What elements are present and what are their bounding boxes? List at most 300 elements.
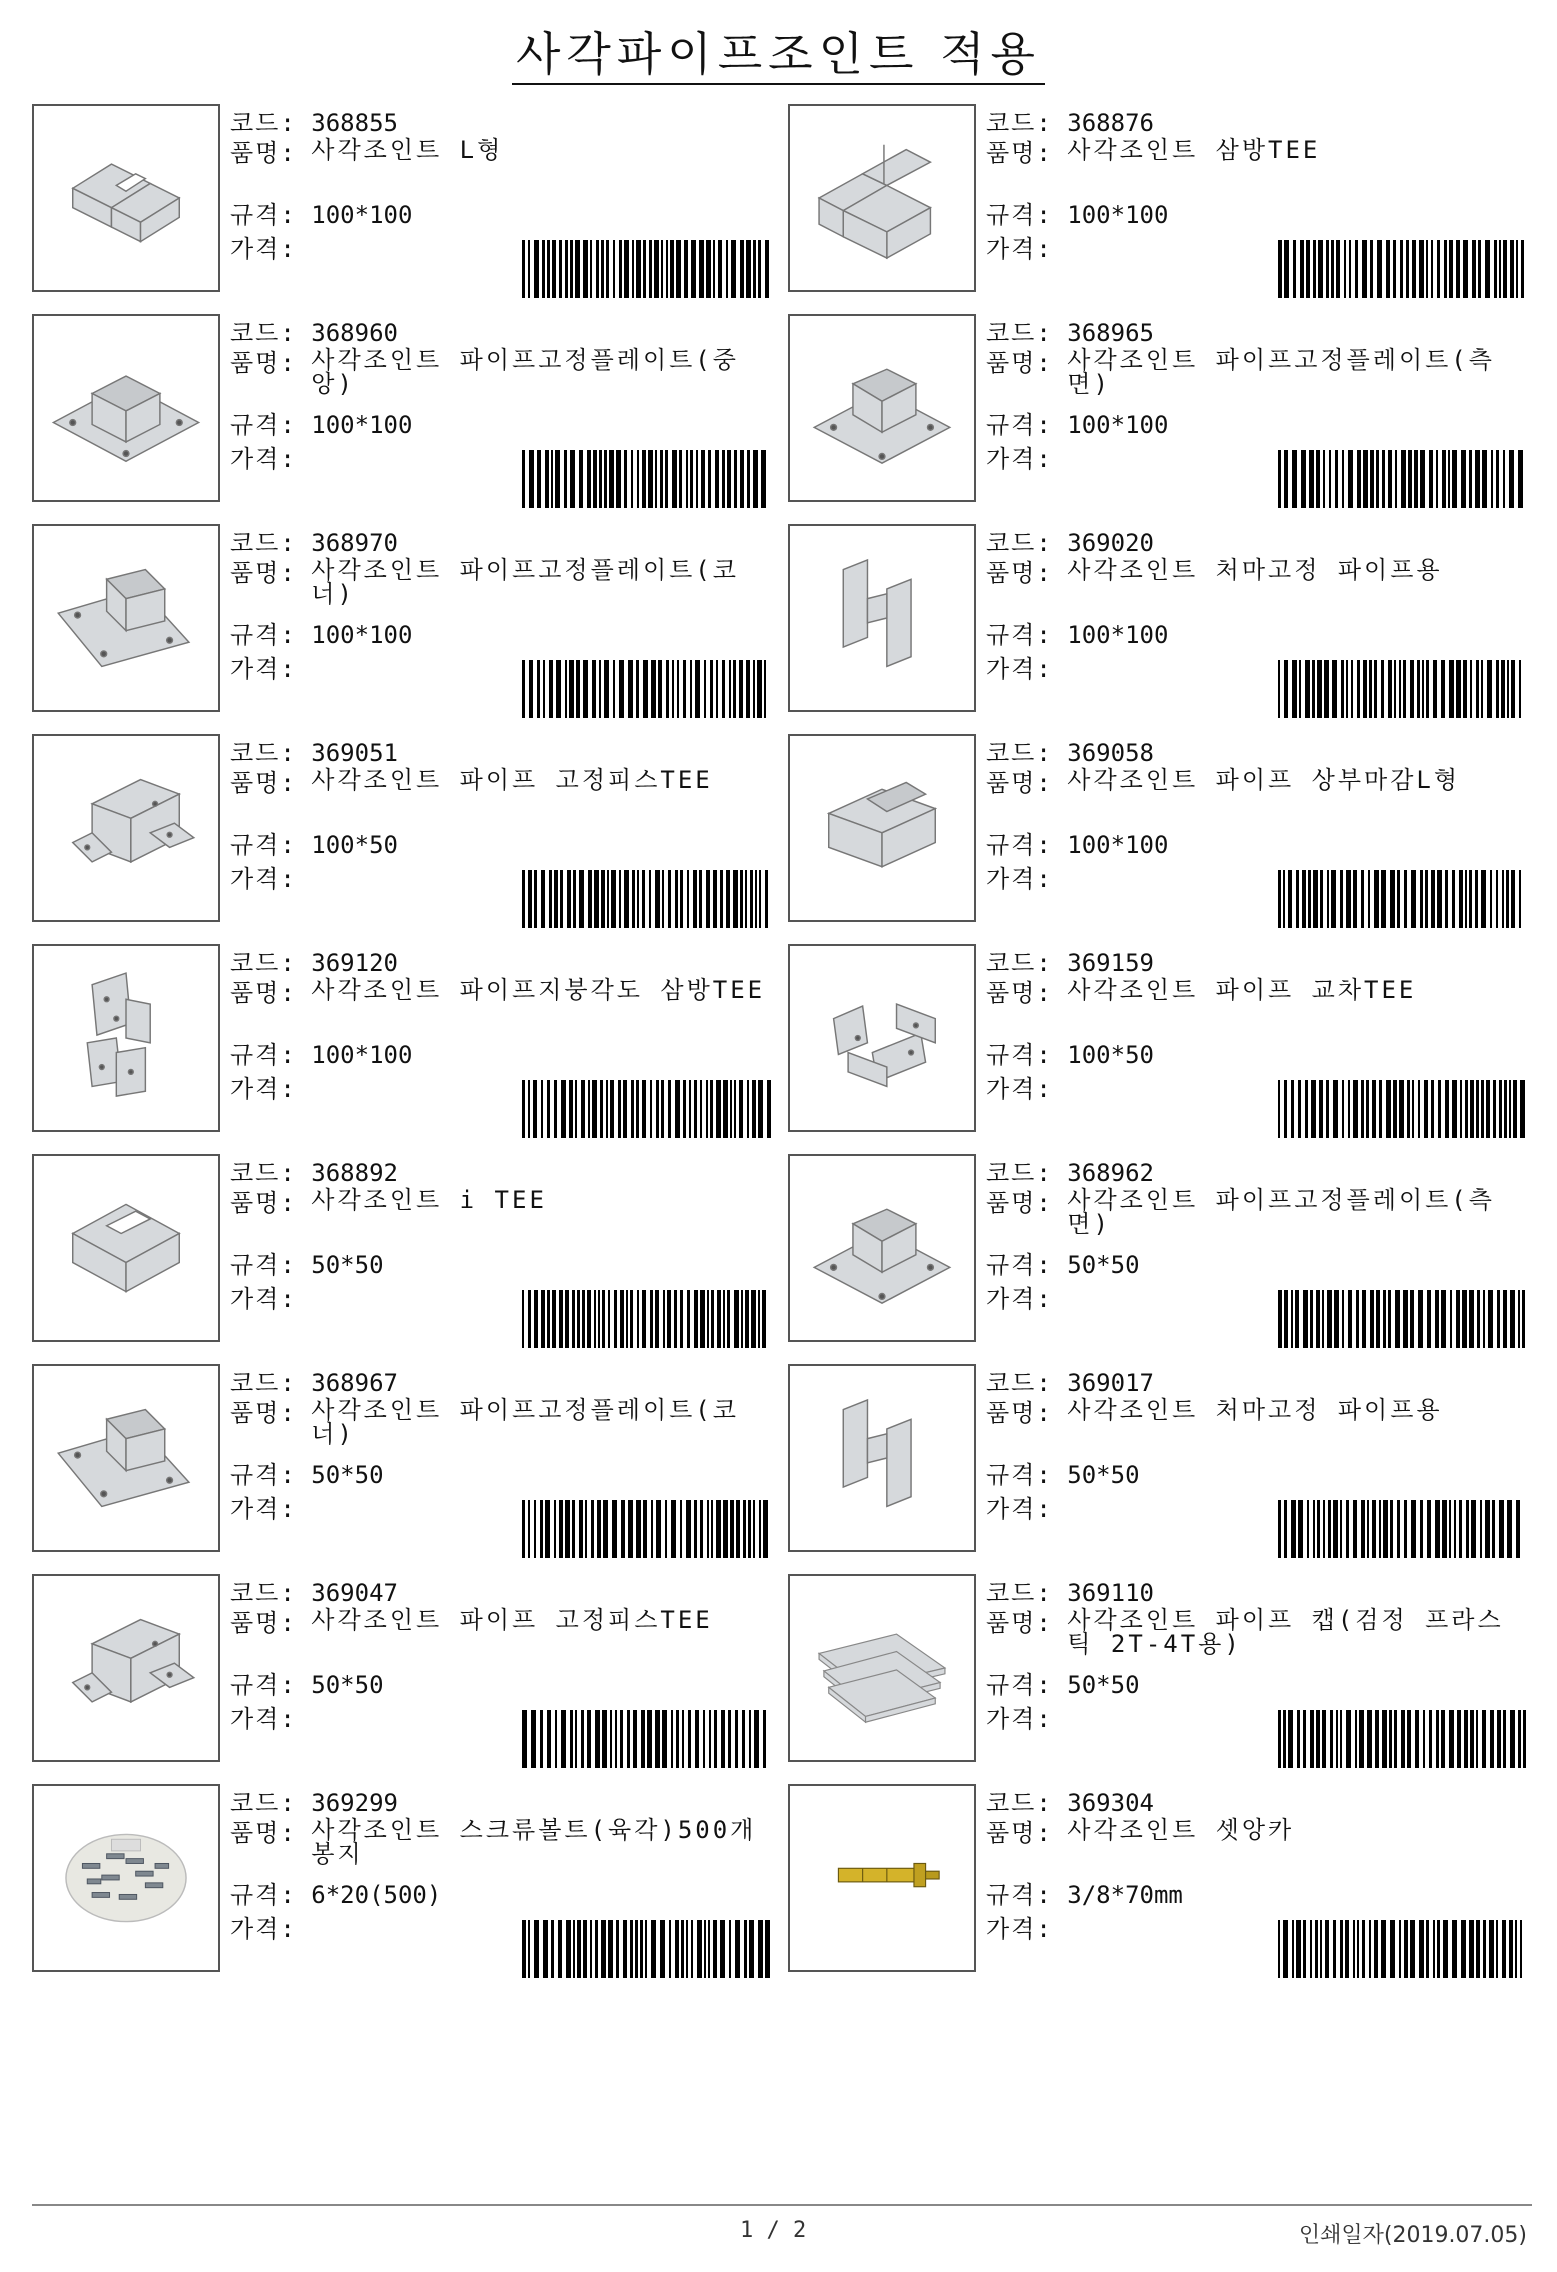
barcode-bar <box>590 1920 592 1978</box>
spec-value: 50*50 <box>311 1671 384 1699</box>
name-label: 품명: <box>986 1609 1053 1637</box>
barcode-bar <box>1361 1080 1364 1138</box>
product-image <box>32 1364 220 1552</box>
barcode-bar <box>630 1290 633 1348</box>
barcode-bar <box>1345 1920 1349 1978</box>
code-row <box>230 1788 398 1818</box>
barcode-bar <box>1503 1710 1506 1768</box>
barcode-bar <box>736 1500 740 1558</box>
name-row <box>230 768 771 798</box>
barcode-bar <box>1401 450 1406 508</box>
barcode-bar <box>749 1920 754 1978</box>
barcode-bar <box>1386 1080 1391 1138</box>
barcode <box>522 660 772 718</box>
spec-value: 100*50 <box>311 831 398 859</box>
barcode-bar <box>1331 870 1336 928</box>
spec-value: 100*100 <box>1067 621 1169 649</box>
barcode-bar <box>763 1710 766 1768</box>
barcode-bar <box>683 660 686 718</box>
price-row <box>230 1704 297 1734</box>
barcode-bar <box>1293 240 1296 298</box>
barcode-bar <box>1349 240 1351 298</box>
barcode-bar <box>1303 1290 1308 1348</box>
barcode-bar <box>1425 870 1428 928</box>
three-way-tee-icon <box>790 106 974 290</box>
barcode-bar <box>528 1500 530 1558</box>
barcode-bar <box>714 1710 717 1768</box>
barcode-bar <box>559 240 562 298</box>
barcode-bar <box>679 450 682 508</box>
barcode-bar <box>592 660 596 718</box>
eave-bracket-icon <box>790 526 974 710</box>
name-value: 사각조인트 처마고정 파이프용 <box>1067 1396 1443 1424</box>
barcode-bar <box>670 240 674 298</box>
barcode-bar <box>1333 1500 1338 1558</box>
barcode-bar <box>1367 1710 1372 1768</box>
barcode-bar <box>1363 660 1367 718</box>
barcode-bar <box>560 870 563 928</box>
barcode-bar <box>1335 450 1338 508</box>
barcode-bar <box>722 660 725 718</box>
barcode-bar <box>637 1290 639 1348</box>
spec-row <box>230 1880 441 1910</box>
price-label: 가격: <box>230 445 297 473</box>
spec-label: 규격: <box>986 1461 1053 1489</box>
barcode-bar <box>730 1500 734 1558</box>
barcode-bar <box>713 870 717 928</box>
barcode-bar <box>1522 1290 1525 1348</box>
barcode-bar <box>743 1500 746 1558</box>
barcode-bar <box>522 240 525 298</box>
price-label: 가격: <box>986 655 1053 683</box>
barcode-bar <box>1374 870 1379 928</box>
barcode-bar <box>1411 1500 1416 1558</box>
barcode-bar <box>1452 1080 1457 1138</box>
barcode-bar <box>1336 240 1340 298</box>
barcode-bar <box>746 240 751 298</box>
barcode-bar <box>1418 1290 1423 1348</box>
barcode-bar <box>649 240 652 298</box>
barcode-bar <box>1506 870 1509 928</box>
barcode-bar <box>1355 1710 1357 1768</box>
base-plate-corner-icon <box>34 526 218 710</box>
barcode-bar <box>699 870 702 928</box>
barcode-bar <box>592 1080 597 1138</box>
barcode-bar <box>1379 1500 1381 1558</box>
barcode-bar <box>1410 1290 1414 1348</box>
barcode-bar <box>1297 1710 1300 1768</box>
barcode-bar <box>1452 450 1457 508</box>
spec-label: 규격: <box>986 1251 1053 1279</box>
barcode-bar <box>604 660 609 718</box>
barcode-bar <box>1278 450 1281 508</box>
barcode-bar <box>636 1500 641 1558</box>
barcode-bar <box>579 870 584 928</box>
barcode-bar <box>528 1920 530 1978</box>
product-item <box>32 1784 782 1974</box>
price-label: 가격: <box>230 655 297 683</box>
barcode-bar <box>577 1920 581 1978</box>
barcode-bar <box>1305 660 1310 718</box>
barcode-bar <box>583 660 588 718</box>
barcode-bar <box>623 1920 627 1978</box>
barcode-bar <box>1393 1080 1397 1138</box>
barcode-bar <box>1414 450 1418 508</box>
barcode-bar <box>1291 1080 1294 1138</box>
barcode-bar <box>616 1920 619 1978</box>
code-value: 368876 <box>1067 109 1154 137</box>
barcode-bar <box>620 1710 623 1768</box>
price-row <box>230 1074 297 1104</box>
barcode-bar <box>529 660 533 718</box>
barcode-bar <box>1459 870 1463 928</box>
code-value: 368855 <box>311 109 398 137</box>
barcode-bar <box>1465 1080 1468 1138</box>
barcode-bar <box>529 450 534 508</box>
barcode-bar <box>610 1710 612 1768</box>
barcode-bar <box>648 450 653 508</box>
barcode-bar <box>684 240 688 298</box>
barcode-bar <box>545 450 549 508</box>
barcode-bar <box>675 1080 680 1138</box>
barcode-bar <box>600 1080 603 1138</box>
barcode-bar <box>1435 1500 1440 1558</box>
barcode-bar <box>1307 1500 1309 1558</box>
barcode-bar <box>1388 1290 1391 1348</box>
barcode-bar <box>1411 870 1416 928</box>
code-label: 코드: <box>230 949 297 977</box>
footer-divider <box>32 2204 1532 2206</box>
price-row <box>986 1284 1053 1314</box>
price-label: 가격: <box>986 1915 1053 1943</box>
barcode-bar <box>755 870 757 928</box>
barcode-bar <box>1300 240 1304 298</box>
product-image <box>788 944 976 1132</box>
barcode-bar <box>635 1920 638 1978</box>
barcode-bar <box>676 240 681 298</box>
barcode-bar <box>715 450 719 508</box>
barcode-bar <box>671 1500 676 1558</box>
barcode-bar <box>628 1500 633 1558</box>
barcode-bar <box>745 1290 749 1348</box>
barcode-bar <box>651 1920 656 1978</box>
spec-value: 100*100 <box>311 201 413 229</box>
barcode-bar <box>680 1500 682 1558</box>
barcode-bar <box>628 660 633 718</box>
barcode-bar <box>1437 1920 1440 1978</box>
product-image <box>32 944 220 1132</box>
barcode-bar <box>735 1710 738 1768</box>
code-value: 368962 <box>1067 1159 1154 1187</box>
name-label: 품명: <box>230 349 297 377</box>
barcode-bar <box>610 1080 614 1138</box>
barcode-bar <box>691 1920 693 1978</box>
barcode-bar <box>1491 450 1493 508</box>
barcode-bar <box>1510 240 1514 298</box>
barcode-bar <box>1310 1920 1312 1978</box>
barcode-bar <box>602 1710 607 1768</box>
barcode-bar <box>1519 870 1521 928</box>
code-row <box>230 108 398 138</box>
barcode-bar <box>643 240 646 298</box>
code-value: 369020 <box>1067 529 1154 557</box>
barcode-bar <box>1317 660 1322 718</box>
barcode-bar <box>754 1710 759 1768</box>
barcode-bar <box>1427 1500 1431 1558</box>
barcode-bar <box>1318 240 1323 298</box>
barcode-bar <box>1417 660 1420 718</box>
code-label: 코드: <box>986 1579 1053 1607</box>
barcode-bar <box>599 450 602 508</box>
code-row <box>986 1368 1154 1398</box>
barcode-bar <box>674 1290 677 1348</box>
barcode-bar <box>1295 1290 1299 1348</box>
barcode-bar <box>1426 240 1428 298</box>
barcode-bar <box>1284 450 1288 508</box>
base-plate-side-icon <box>790 1156 974 1340</box>
barcode-bar <box>689 1080 691 1138</box>
name-row <box>230 1398 771 1446</box>
product-image <box>788 1784 976 1972</box>
barcode-bar <box>595 1710 600 1768</box>
name-value: 사각조인트 파이프고정플레이트(측면) <box>1067 346 1495 398</box>
barcode <box>522 1500 772 1558</box>
barcode-bar <box>573 1920 575 1978</box>
barcode-bar <box>552 1290 556 1348</box>
barcode-bar <box>1388 660 1392 718</box>
barcode-bar <box>693 870 697 928</box>
barcode <box>1278 450 1528 508</box>
barcode-bar <box>1477 1290 1480 1348</box>
barcode <box>1278 240 1528 298</box>
barcode-bar <box>1519 660 1521 718</box>
price-row <box>986 1704 1053 1734</box>
u-bracket-icon <box>34 736 218 920</box>
barcode-bar <box>1381 660 1384 718</box>
barcode-bar <box>531 1710 536 1768</box>
barcode-bar <box>1390 1500 1393 1558</box>
barcode-bar <box>651 660 656 718</box>
barcode-bar <box>1412 240 1416 298</box>
spec-row <box>986 830 1168 860</box>
barcode-bar <box>630 1920 633 1978</box>
barcode-bar <box>1407 1080 1410 1138</box>
name-label: 품명: <box>230 139 297 167</box>
barcode-bar <box>565 1500 570 1558</box>
barcode <box>1278 1920 1528 1978</box>
barcode-bar <box>750 870 753 928</box>
name-row <box>986 1818 1527 1848</box>
barcode-bar <box>1420 1500 1423 1558</box>
code-label: 코드: <box>986 949 1053 977</box>
barcode-bar <box>665 450 668 508</box>
barcode-bar <box>1362 1290 1366 1348</box>
barcode-bar <box>1362 240 1367 298</box>
name-row <box>986 558 1527 588</box>
barcode-bar <box>1361 1500 1365 1558</box>
barcode-bar <box>636 1080 639 1138</box>
barcode-bar <box>1436 450 1438 508</box>
barcode-bar <box>1284 1290 1288 1348</box>
barcode-bar <box>753 1500 755 1558</box>
barcode-bar <box>642 450 646 508</box>
spec-label: 규격: <box>986 1041 1053 1069</box>
barcode-bar <box>1469 450 1472 508</box>
barcode-bar <box>662 870 664 928</box>
barcode-bar <box>1376 450 1379 508</box>
barcode-bar <box>1333 1920 1336 1978</box>
barcode-bar <box>554 870 558 928</box>
barcode-bar <box>1483 1920 1486 1978</box>
barcode-bar <box>598 1290 600 1348</box>
barcode-bar <box>540 1710 543 1768</box>
barcode-bar <box>1400 240 1403 298</box>
barcode-bar <box>637 870 639 928</box>
barcode-bar <box>637 450 639 508</box>
spec-row <box>230 200 412 230</box>
name-value: 사각조인트 i TEE <box>311 1186 547 1214</box>
barcode-bar <box>606 240 609 298</box>
barcode-bar <box>1433 1920 1435 1978</box>
barcode-bar <box>1471 1500 1476 1558</box>
barcode-bar <box>603 1500 608 1558</box>
barcode-bar <box>621 1500 625 1558</box>
barcode-bar <box>570 240 573 298</box>
barcode-bar <box>1518 1710 1521 1768</box>
barcode-bar <box>545 1500 550 1558</box>
barcode-bar <box>765 1920 770 1978</box>
barcode-bar <box>745 870 747 928</box>
name-label: 품명: <box>230 979 297 1007</box>
barcode-bar <box>727 450 731 508</box>
barcode-bar <box>1415 1710 1419 1768</box>
barcode-bar <box>711 1290 714 1348</box>
barcode-bar <box>1316 1710 1320 1768</box>
name-row <box>230 1818 771 1866</box>
barcode-bar <box>686 1920 688 1978</box>
barcode-bar <box>1475 450 1480 508</box>
barcode-bar <box>681 1920 684 1978</box>
barcode-bar <box>559 1500 563 1558</box>
code-value: 369017 <box>1067 1369 1154 1397</box>
code-label: 코드: <box>230 1159 297 1187</box>
price-label: 가격: <box>986 1075 1053 1103</box>
barcode-bar <box>1346 660 1348 718</box>
barcode-bar <box>1330 1710 1333 1768</box>
name-label: 품명: <box>986 1189 1053 1217</box>
barcode-bar <box>1412 1080 1414 1138</box>
barcode-bar <box>1502 1920 1506 1978</box>
barcode-bar <box>1504 1080 1507 1138</box>
spec-label: 규격: <box>230 1251 297 1279</box>
name-label: 품명: <box>986 1399 1053 1427</box>
barcode-bar <box>1319 1080 1323 1138</box>
barcode-bar <box>699 240 704 298</box>
barcode-bar <box>1353 1920 1355 1978</box>
barcode-bar <box>1476 660 1479 718</box>
barcode-bar <box>666 240 668 298</box>
barcode-bar <box>1518 450 1523 508</box>
barcode-bar <box>697 1920 702 1978</box>
barcode-bar <box>554 1500 556 1558</box>
barcode-bar <box>682 1710 684 1768</box>
code-value: 369159 <box>1067 949 1154 977</box>
barcode-bar <box>651 1500 653 1558</box>
barcode-bar <box>1320 1920 1322 1978</box>
name-label: 품명: <box>986 1819 1053 1847</box>
barcode-bar <box>588 1080 590 1138</box>
barcode <box>522 1290 772 1348</box>
barcode-bar <box>734 450 737 508</box>
barcode-bar <box>706 240 711 298</box>
product-image <box>32 104 220 292</box>
barcode-bar <box>711 1500 713 1558</box>
spec-row <box>986 1460 1140 1490</box>
spec-label: 규격: <box>986 1881 1053 1909</box>
barcode-bar <box>1485 240 1490 298</box>
barcode-bar <box>561 1710 566 1768</box>
barcode-bar <box>1283 1920 1288 1978</box>
barcode-bar <box>570 1710 573 1768</box>
barcode-bar <box>763 1500 768 1558</box>
name-label: 품명: <box>986 349 1053 377</box>
product-item <box>788 524 1538 714</box>
barcode-bar <box>654 240 659 298</box>
barcode-bar <box>582 1290 585 1348</box>
price-row <box>230 1284 297 1314</box>
barcode-bar <box>1327 870 1329 928</box>
barcode-bar <box>748 1500 751 1558</box>
price-row <box>986 1074 1053 1104</box>
product-item <box>788 944 1538 1134</box>
barcode-bar <box>528 1080 530 1138</box>
barcode-bar <box>643 1500 647 1558</box>
product-item <box>788 1154 1538 1344</box>
barcode-bar <box>709 1710 711 1768</box>
barcode-bar <box>680 1290 683 1348</box>
price-row <box>230 654 297 684</box>
barcode-bar <box>1418 1080 1420 1138</box>
barcode-bar <box>1513 1080 1517 1138</box>
barcode-bar <box>686 450 688 508</box>
barcode-bar <box>1309 450 1314 508</box>
product-image <box>32 734 220 922</box>
spec-value: 50*50 <box>1067 1461 1140 1489</box>
product-item <box>32 944 782 1134</box>
barcode-bar <box>761 450 766 508</box>
barcode-bar <box>1464 1710 1468 1768</box>
spec-value: 100*100 <box>1067 411 1169 439</box>
barcode-bar <box>1481 660 1483 718</box>
barcode-bar <box>1461 450 1466 508</box>
product-image <box>32 524 220 712</box>
barcode-bar <box>542 240 545 298</box>
barcode-bar <box>1368 870 1370 928</box>
barcode-bar <box>541 870 545 928</box>
barcode-bar <box>636 660 639 718</box>
barcode-bar <box>1449 240 1453 298</box>
barcode-bar <box>665 1500 667 1558</box>
barcode-bar <box>631 450 633 508</box>
barcode-bar <box>758 1290 760 1348</box>
product-image <box>788 524 976 712</box>
name-value: 사각조인트 셋앙카 <box>1067 1816 1295 1844</box>
barcode-bar <box>522 450 525 508</box>
barcode-bar <box>1466 1500 1469 1558</box>
barcode-bar <box>1310 1710 1314 1768</box>
product-image <box>788 734 976 922</box>
barcode-bar <box>1397 870 1400 928</box>
